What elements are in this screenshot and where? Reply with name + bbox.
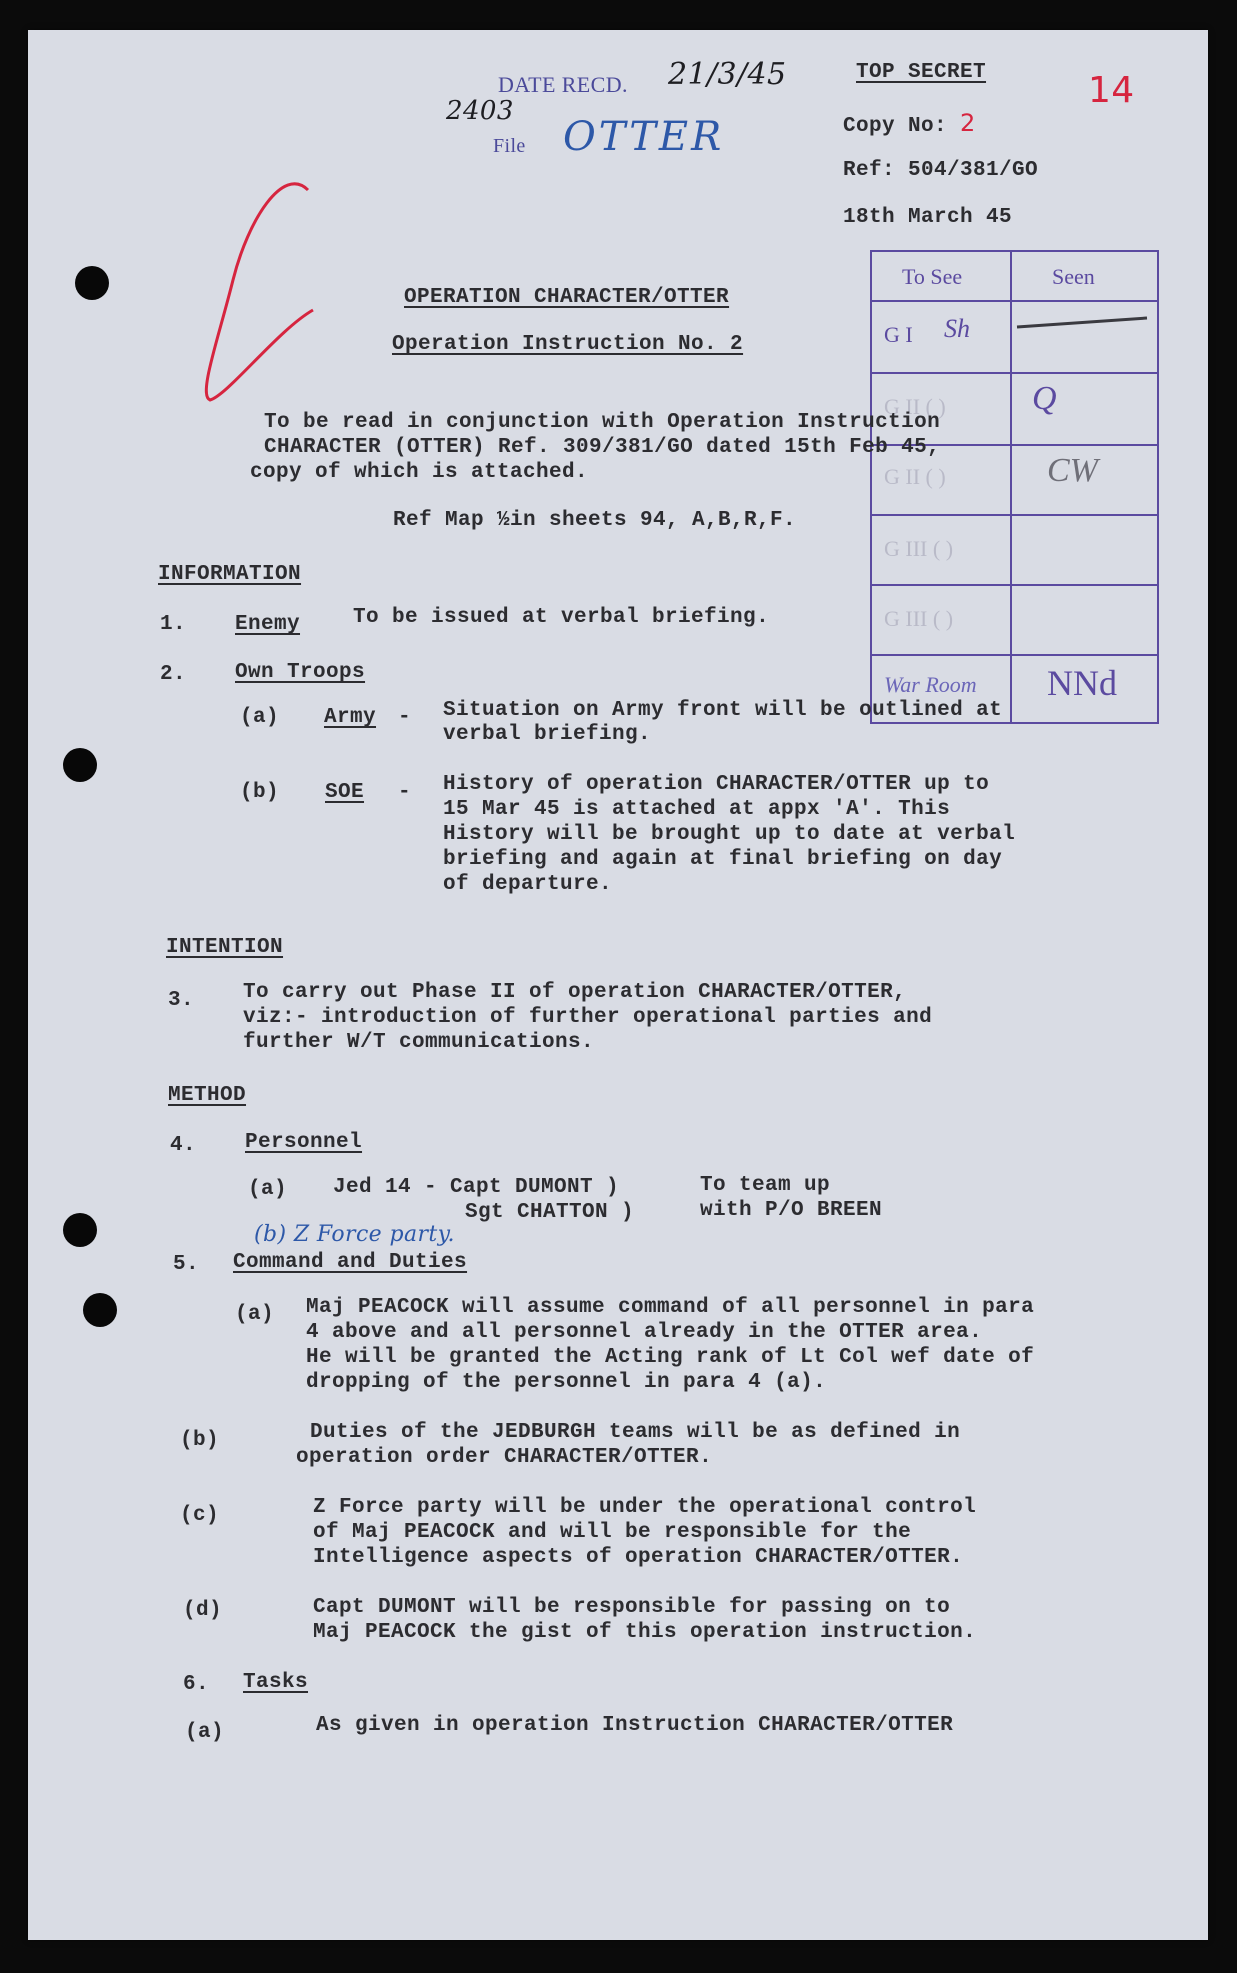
subpara-heading-soe: SOE	[325, 781, 365, 804]
subpara-line: 15 Mar 45 is attached at appx 'A'. This	[443, 798, 951, 821]
para-heading-tasks: Tasks	[243, 1671, 309, 1694]
routing-row-initial: Q	[1032, 380, 1057, 417]
punch-hole	[75, 266, 109, 300]
subpara-dash: -	[398, 781, 412, 804]
subpara-number: (a)	[248, 1178, 288, 1201]
subpara-line: Maj PEACOCK the gist of this operation instruction.	[313, 1621, 977, 1644]
subpara-number: (d)	[183, 1599, 223, 1622]
section-intention: INTENTION	[166, 936, 284, 959]
file-number: 2403	[446, 96, 514, 126]
subpara-number: (a)	[235, 1303, 275, 1326]
routing-stamp-box	[870, 250, 1159, 724]
operation-title: OPERATION CHARACTER/OTTER	[404, 286, 730, 309]
routing-row-initial: CW	[1047, 452, 1098, 489]
subpara-number: (a)	[240, 706, 280, 729]
subpara-dash: -	[398, 706, 412, 729]
para-heading-enemy: Enemy	[235, 613, 301, 636]
para-line: To carry out Phase II of operation CHARACTER/OTTER,	[243, 981, 907, 1004]
para-number: 3.	[168, 989, 195, 1012]
para-text: To be issued at verbal briefing.	[353, 606, 770, 629]
personnel-line: To team up	[700, 1174, 831, 1197]
subpara-line: Z Force party will be under the operational control	[313, 1496, 977, 1519]
routing-row-label: G II ( )	[884, 464, 946, 489]
subpara-line: of Maj PEACOCK and will be responsible for the	[313, 1521, 912, 1544]
copy-number: Copy No: 2	[843, 109, 976, 138]
routing-row-initial: Sh	[944, 314, 970, 343]
intro-line: copy of which is attached.	[250, 461, 589, 484]
routing-row-label: War Room	[884, 672, 977, 697]
routing-row-label: G III ( )	[884, 606, 954, 631]
punch-hole	[63, 1213, 97, 1247]
red-pencil-c-mark	[188, 170, 328, 420]
subpara-line: History will be brought up to date at verbal	[443, 823, 1016, 846]
folio-number: 14	[1088, 70, 1135, 111]
para-line: viz:- introduction of further operational parties and	[243, 1006, 933, 1029]
subpara-line: History of operation CHARACTER/OTTER up to	[443, 773, 990, 796]
subpara-number: (b)	[240, 781, 280, 804]
section-information: INFORMATION	[158, 563, 302, 586]
intro-line: To be read in conjunction with Operation Instruction	[264, 411, 941, 434]
ref-map: Ref Map ½in sheets 94, A,B,R,F.	[393, 509, 797, 532]
date-recd-value: 21/3/45	[668, 57, 787, 92]
subpara-line: Capt DUMONT will be responsible for passing on to	[313, 1596, 951, 1619]
subpara-line: operation order CHARACTER/OTTER.	[296, 1446, 713, 1469]
personnel-line: with P/O BREEN	[700, 1199, 883, 1222]
para-number: 5.	[173, 1253, 200, 1276]
routing-col-to-see: To See	[902, 264, 963, 289]
operation-subtitle: Operation Instruction No. 2	[392, 333, 744, 356]
subpara-line: Intelligence aspects of operation CHARACTER/OTTER.	[313, 1546, 964, 1569]
subpara-number: (b)	[180, 1429, 220, 1452]
routing-row-label: G III ( )	[884, 536, 954, 561]
subpara-line: Duties of the JEDBURGH teams will be as defined in	[310, 1421, 961, 1444]
subpara-heading-army: Army	[324, 706, 377, 729]
para-number: 2.	[160, 663, 187, 686]
document-date: 18th March 45	[843, 206, 1013, 229]
handwritten-addition: (b) Z Force party.	[254, 1222, 455, 1247]
personnel-line: Jed 14 - Capt DUMONT )	[333, 1176, 620, 1199]
document-page	[28, 30, 1208, 1940]
para-number: 4.	[170, 1134, 197, 1157]
subpara-line: briefing and again at final briefing on day	[443, 848, 1003, 871]
subpara-line: verbal briefing.	[443, 723, 652, 746]
para-heading-personnel: Personnel	[245, 1131, 363, 1154]
routing-col-seen: Seen	[1052, 264, 1095, 289]
routing-row-initial: NNd	[1047, 663, 1117, 703]
routing-row-label: G II ( )	[884, 394, 946, 419]
classification-label: TOP SECRET	[856, 61, 987, 84]
file-label: File	[493, 135, 526, 157]
date-recd-label: DATE RECD.	[498, 72, 628, 97]
routing-row-label: G I	[884, 322, 913, 347]
subpara-line: As given in operation Instruction CHARACTER/OTTER	[316, 1714, 954, 1737]
subpara-number: (a)	[185, 1721, 225, 1744]
subpara-line: Maj PEACOCK will assume command of all personnel in para	[306, 1296, 1035, 1319]
routing-tick-stroke	[1012, 312, 1152, 332]
reference: Ref: 504/381/GO	[843, 159, 1039, 182]
subpara-number: (c)	[180, 1504, 220, 1527]
para-number: 1.	[160, 613, 187, 636]
para-heading-own-troops: Own Troops	[235, 661, 366, 684]
section-method: METHOD	[168, 1084, 247, 1107]
punch-hole	[83, 1293, 117, 1327]
subpara-line: He will be granted the Acting rank of Lt Col wef date of	[306, 1346, 1035, 1369]
punch-hole	[63, 748, 97, 782]
personnel-line: Sgt CHATTON )	[465, 1201, 635, 1224]
subpara-line: Situation on Army front will be outlined at	[443, 699, 1003, 722]
subpara-line: of departure.	[443, 873, 613, 896]
intro-line: CHARACTER (OTTER) Ref. 309/381/GO dated 15th Feb 45,	[264, 436, 941, 459]
para-number: 6.	[183, 1673, 210, 1696]
para-heading-command: Command and Duties	[233, 1251, 468, 1274]
subpara-line: dropping of the personnel in para 4 (a).	[306, 1371, 827, 1394]
file-value: OTTER	[563, 114, 725, 160]
para-line: further W/T communications.	[243, 1031, 595, 1054]
subpara-line: 4 above and all personnel already in the OTTER area.	[306, 1321, 983, 1344]
